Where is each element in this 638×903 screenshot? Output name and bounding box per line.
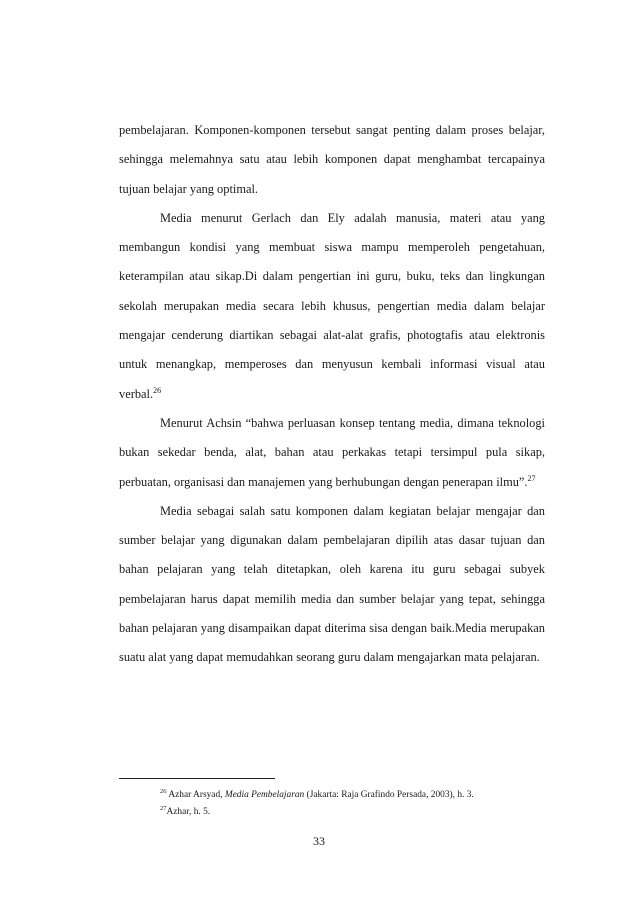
footnote-ref-27[interactable]: 27 — [527, 473, 536, 483]
footnote-26 — [160, 787, 550, 804]
footnotes — [160, 787, 550, 821]
paragraph-3-text: Menurut Achsin “bahwa perluasan konsep tentang media, dimana teknologi bukan sekedar benda, alat, bahan atau perkakas tetapi tersimpul pula sikap, perbuatan, organisasi dan manajemen yang berhubungan dengan penerapan ilmu”. — [119, 415, 545, 489]
paragraph-2 — [119, 204, 545, 409]
footnote-27 — [160, 804, 550, 821]
footnote-text: Azhar, h. 5. — [166, 807, 211, 817]
footnote-ref-26[interactable]: 26 — [153, 385, 162, 395]
body-text — [119, 116, 545, 673]
footnote-number: 26 — [160, 788, 167, 795]
footnote-text: Azhar Arsyad, — [166, 790, 225, 800]
paragraph-1 — [119, 116, 545, 204]
paragraph-4 — [119, 497, 545, 673]
page-number: 33 — [313, 834, 325, 848]
footnote-title: Media Pembelajaran — [224, 790, 305, 800]
paragraph-3 — [119, 409, 545, 497]
footnote-divider — [119, 778, 275, 779]
paragraph-4-text: Media sebagai salah satu komponen dalam kegiatan belajar mengajar dan sumber belajar yang digunakan dalam pembelajaran dipilih atas dasar tujuan dan bahan pelajaran yang telah ditetapkan, oleh karena itu guru sebagai subyek pembelajaran harus dapat memilih media dan sumber belajar yang tepat, sehingga bahan pelajaran yang disampaikan dapat diterima sisa dengan baik.Media merupakan suatu alat yang dapat memudahkan seorang guru dalam mengajarkan mata pelajaran. — [119, 503, 545, 665]
paragraph-2-text: Media menurut Gerlach dan Ely adalah manusia, materi atau yang membangun kondisi yang membuat siswa mampu memperoleh pengetahuan, keterampilan atau sikap.Di dalam pengertian ini guru, buku, teks dan lingkungan sekolah merupakan media secara lebih khusus, pengertian media dalam belajar mengajar cenderung diartikan sebagai alat-alat grafis, photogtafis atau elektronis untuk menangkap, memperoses dan menyusun kembali informasi visual atau verbal. — [119, 210, 545, 401]
paragraph-1-text: pembelajaran. Komponen-komponen tersebut sangat penting dalam proses belajar, sehingga melemahnya satu atau lebih komponen dapat menghambat tercapainya tujuan belajar yang optimal. — [119, 123, 545, 196]
footnote-number: 27 — [160, 805, 167, 812]
footnote-text: (Jakarta: Raja Grafindo Persada, 2003), h. 3. — [304, 790, 474, 800]
